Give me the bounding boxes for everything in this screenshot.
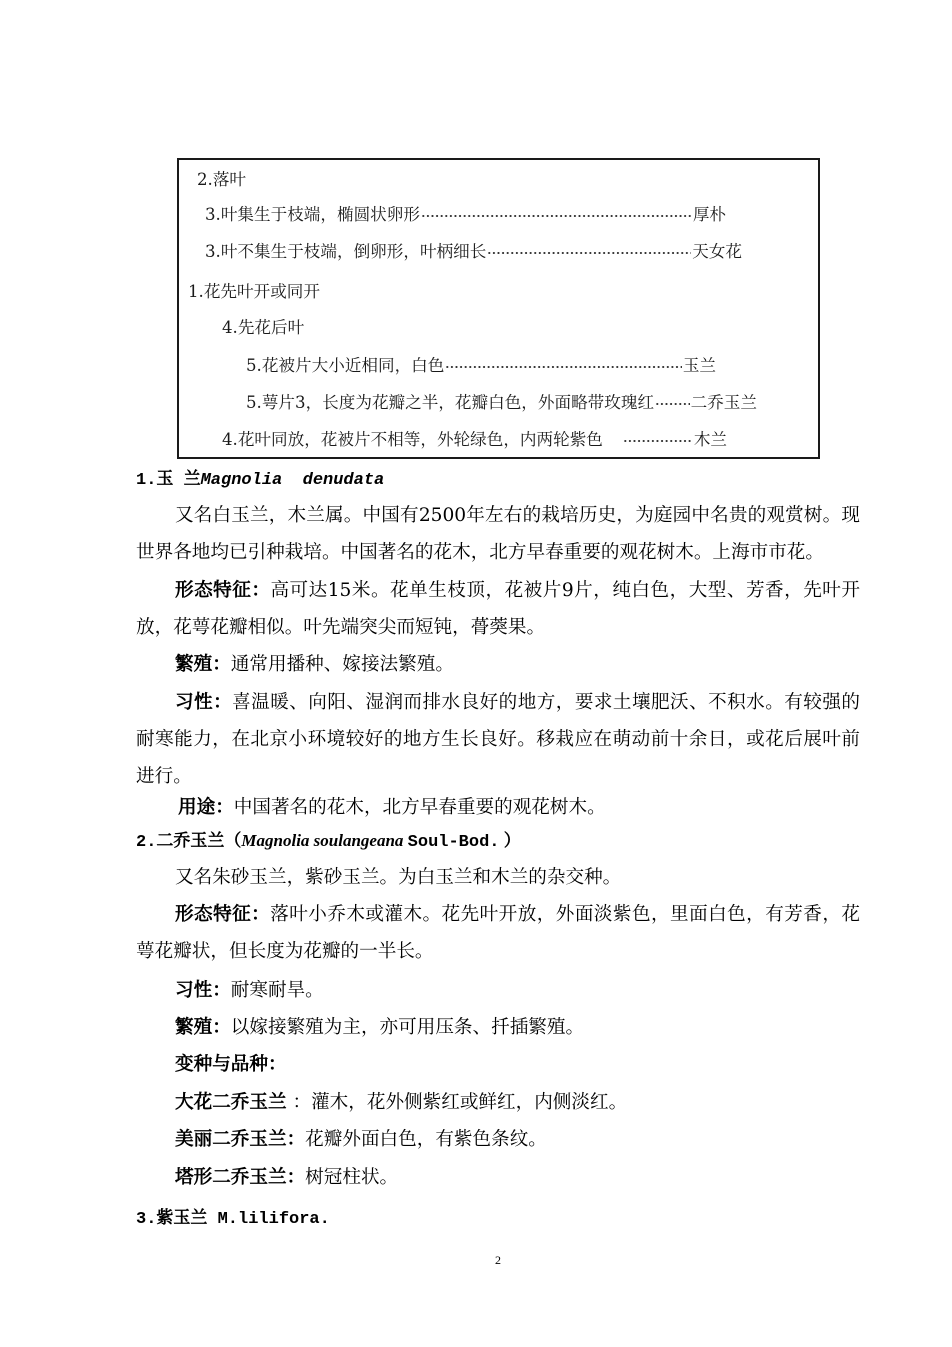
variety-name: 美丽二乔玉兰： — [175, 1129, 306, 1150]
key-row-text: 4.先花后叶 — [222, 318, 305, 337]
varieties-label: 变种与品种： — [175, 1054, 287, 1075]
paragraph-text: 世界各地均已引种栽培。中国著名的花木，北方早春重要的观花树木。上海市市花。 — [136, 542, 824, 563]
section-2-title: 2.二乔玉兰（ — [136, 833, 242, 852]
variety-name: 塔形二乔玉兰： — [175, 1167, 306, 1188]
dot-leader — [655, 392, 690, 414]
s1-propagation-line — [175, 653, 454, 677]
paragraph-text: 高可达15米。花单生枝顶，花被片9片，纯白色，大型、芳香，先叶开 — [270, 580, 860, 601]
key-row-2 — [205, 204, 726, 226]
s1-use-line — [178, 796, 606, 820]
paragraph-text: 萼花瓣状，但长度为花瓣的一半长。 — [136, 941, 434, 962]
key-row-result: 二乔玉兰 — [690, 393, 757, 412]
variety-item — [175, 1166, 398, 1190]
variety-description: ：灌木，花外侧紫红或鲜红，内侧淡红。 — [286, 1092, 628, 1113]
paragraph-text: 通常用播种、嫁接法繁殖。 — [230, 654, 454, 675]
key-row-1 — [197, 169, 246, 191]
propagation-label: 繁殖： — [175, 654, 231, 675]
s1-habit-line-1 — [175, 691, 860, 715]
page-number: 2 — [495, 1253, 501, 1267]
paragraph-text: 又名白玉兰，木兰属。中国有2500年左右的栽培历史，为庭园中名贵的观赏树。现 — [175, 505, 860, 526]
section-2-latin-name: Magnolia soulangeana — [241, 831, 404, 850]
identification-key-box — [177, 158, 820, 459]
key-row-text: 5.萼片3，长度为花瓣之半，花瓣白色，外面略带玫瑰红 — [246, 393, 655, 412]
s2-morphology-line-2 — [136, 940, 434, 964]
s2-intro-line — [175, 866, 621, 890]
key-row-result: 玉兰 — [682, 356, 716, 375]
variety-item — [175, 1128, 547, 1152]
key-row-text: 3.叶不集生于枝端，倒卵形，叶柄细长 — [205, 242, 487, 261]
habit-label: 习性： — [175, 980, 231, 1001]
paragraph-text: 进行。 — [136, 766, 192, 787]
variety-description: 树冠柱状。 — [305, 1167, 399, 1188]
dot-leader — [445, 355, 681, 377]
key-row-8 — [222, 429, 727, 451]
section-2-close-paren: ） — [499, 831, 521, 850]
key-row-result: 木兰 — [693, 430, 727, 449]
s2-habit-line — [175, 979, 324, 1003]
key-row-5 — [222, 317, 304, 339]
s2-propagation-line — [175, 1016, 584, 1040]
section-2-heading — [136, 829, 521, 853]
variety-name: 大花二乔玉兰 — [175, 1092, 287, 1113]
section-3-title: 3.紫玉兰 — [136, 1210, 218, 1229]
section-3-heading — [136, 1206, 330, 1230]
paragraph-text: 落叶小乔木或灌木。花先叶开放，外面淡紫色，里面白色，有芳香，花 — [270, 904, 860, 925]
paragraph-text: 放，花萼花瓣相似。叶先端突尖而短钝，蓇葖果。 — [136, 617, 546, 638]
s2-morphology-line-1 — [175, 903, 860, 927]
morphology-label: 形态特征： — [175, 904, 271, 925]
paragraph-text: 中国著名的花木，北方早春重要的观花树木。 — [233, 797, 606, 818]
key-row-text: 2.落叶 — [197, 170, 247, 189]
paragraph-text: 耐寒能力，在北京小环境较好的地方生长良好。移栽应在萌动前十余日，或花后展叶前 — [136, 729, 860, 750]
key-row-text: 5.花被片大小近相同，白色 — [246, 356, 445, 375]
key-row-result: 厚朴 — [692, 205, 726, 224]
s2-varieties-heading — [175, 1053, 287, 1077]
key-row-6 — [246, 355, 716, 377]
key-row-text: 3.叶集生于枝端，椭圆状卵形 — [205, 205, 420, 224]
s1-morphology-line-2 — [136, 616, 545, 640]
s1-habit-line-3 — [136, 765, 192, 789]
key-row-text: 4.花叶同放，花被片不相等，外轮绿色，内两轮紫色 — [222, 430, 603, 449]
use-label: 用途： — [178, 797, 234, 818]
key-row-3 — [205, 241, 742, 263]
section-3-latin-name: M.lilifora. — [217, 1210, 330, 1229]
morphology-label: 形态特征： — [175, 580, 271, 601]
habit-label: 习性： — [175, 692, 233, 713]
dot-leader — [421, 204, 692, 226]
propagation-label: 繁殖： — [175, 1017, 231, 1038]
s1-intro-line-2 — [136, 541, 824, 565]
s1-intro-line-1 — [175, 504, 860, 528]
variety-description: 花瓣外面白色，有紫色条纹。 — [305, 1129, 547, 1150]
paragraph-text: 喜温暖、向阳、湿润而排水良好的地方，要求土壤肥沃、不积水。有较强的 — [232, 692, 860, 713]
section-1-title: 1.玉 兰 — [136, 471, 201, 490]
paragraph-text: 以嫁接繁殖为主，亦可用压条、扦插繁殖。 — [230, 1017, 585, 1038]
s1-habit-line-2 — [136, 728, 860, 752]
section-1-latin-name: Magnolia denudata — [200, 471, 385, 490]
key-row-7 — [246, 392, 757, 414]
paragraph-text: 又名朱砂玉兰，紫砂玉兰。为白玉兰和木兰的杂交种。 — [175, 867, 622, 888]
paragraph-text: 耐寒耐旱。 — [230, 980, 324, 1001]
s1-morphology-line-1 — [175, 579, 860, 603]
dot-leader — [487, 241, 691, 263]
key-row-4 — [188, 281, 320, 303]
section-2-author: Soul-Bod. — [407, 833, 500, 852]
variety-item — [175, 1091, 627, 1115]
key-row-result: 天女花 — [692, 242, 742, 261]
key-row-text: 1.花先叶开或同开 — [188, 282, 320, 301]
section-1-heading — [136, 467, 384, 491]
dot-leader — [623, 429, 693, 451]
